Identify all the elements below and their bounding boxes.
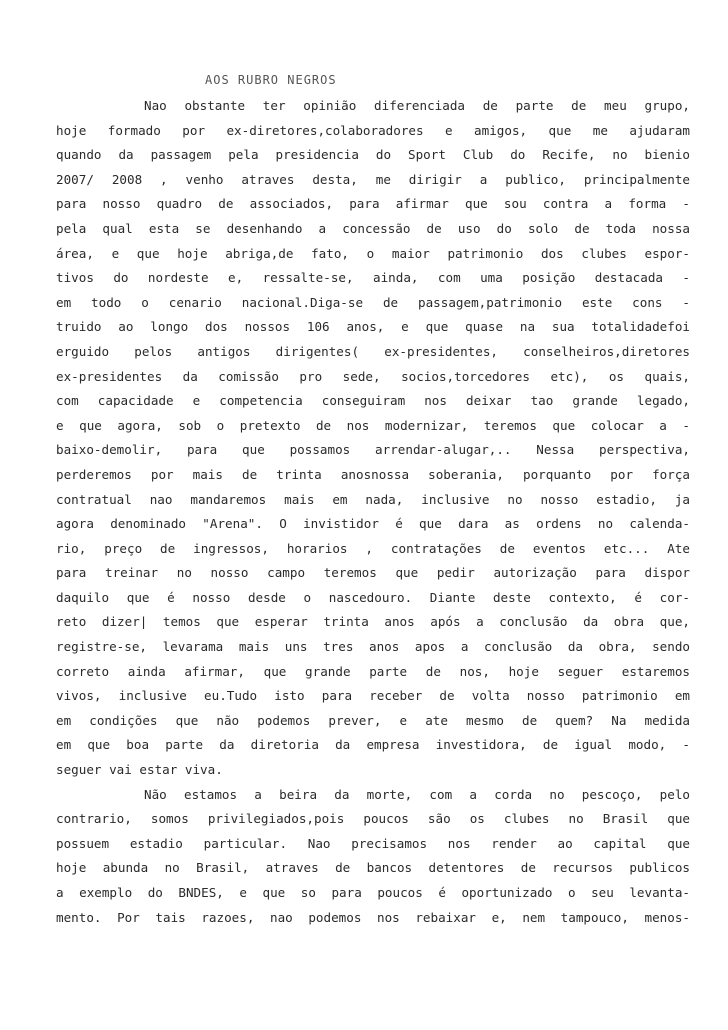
text-line: contrario, somos privilegiados,pois poucos são os clubes no Brasil que — [56, 811, 690, 827]
text-line: perderemos por mais de trinta anosnossa soberania, porquanto por força — [56, 466, 690, 482]
text-line: seguer vai estar viva. — [56, 762, 223, 778]
text-line: tivos do nordeste e, ressalte-se, ainda, com uma posição destacada - — [56, 270, 690, 286]
text-line: hoje abunda no Brasil, atraves de bancos detentores de recursos publicos — [56, 860, 690, 876]
text-line: mento. Por tais razoes, nao podemos nos rebaixar e, nem tampouco, menos- — [56, 909, 690, 925]
text-line: baixo-demolir, para que possamos arrendar-alugar,.. Nessa perspectiva, — [56, 442, 690, 458]
text-line: quando da passagem pela presidencia do Sport Club do Recife, no bienio — [56, 147, 690, 163]
text-line: correto ainda afirmar, que grande parte de nos, hoje seguer estaremos — [56, 663, 690, 679]
text-line: para treinar no nosso campo teremos que pedir autorização para dispor — [56, 565, 690, 581]
text-line: hoje formado por ex-diretores,colaboradores e amigos, que me ajudaram — [56, 122, 690, 138]
text-line: rio, preço de ingressos, horarios , contratações de eventos etc... Ate — [56, 540, 690, 556]
text-line: 2007/ 2008 , venho atraves desta, me dirigir a publico, principalmente — [56, 171, 690, 187]
text-line: a exemplo do BNDES, e que so para poucos é oportunizado o seu levanta- — [56, 885, 690, 900]
text-line: agora denominado "Arena". O invistidor é que dara as ordens no calenda- — [56, 516, 690, 532]
document-heading: AOS RUBRO NEGROS — [205, 73, 337, 87]
text-line: área, e que hoje abriga,de fato, o maior patrimonio dos clubes espor- — [56, 245, 690, 261]
text-line: Não estamos a beira da morte, com a corda no pescoço, pelo — [144, 786, 690, 802]
text-line: Nao obstante ter opinião diferenciada de parte de meu grupo, — [144, 98, 690, 113]
text-line: vivos, inclusive eu.Tudo isto para receber de volta nosso patrimonio em — [56, 688, 690, 704]
document-body — [56, 94, 690, 930]
text-line: e que agora, sob o pretexto de nos modernizar, teremos que colocar a - — [56, 417, 690, 433]
text-line: possuem estadio particular. Nao precisamos nos render ao capital que — [56, 835, 690, 851]
text-line: truido ao longo dos nossos 106 anos, e que quase na sua totalidadefoi — [56, 319, 690, 335]
text-line: reto dizer| temos que esperar trinta anos após a conclusão da obra que, — [56, 614, 690, 630]
text-line: para nosso quadro de associados, para afirmar que sou contra a forma - — [56, 196, 690, 212]
text-line: em condições que não podemos prever, e ate mesmo de quem? Na medida — [56, 712, 690, 728]
text-line: com capacidade e competencia conseguiram nos deixar tao grande legado, — [56, 393, 690, 409]
text-line: erguido pelos antigos dirigentes( ex-presidentes, conselheiros,diretores — [56, 343, 690, 359]
text-line: ex-presidentes da comissão pro sede, socios,torcedores etc), os quais, — [56, 368, 690, 384]
text-line: contratual nao mandaremos mais em nada, inclusive no nosso estadio, ja — [56, 491, 690, 507]
text-line: daquilo que é nosso desde o nascedouro. Diante deste contexto, é cor- — [56, 589, 690, 605]
text-line: em que boa parte da diretoria da empresa investidora, de igual modo, - — [56, 737, 690, 753]
text-line: em todo o cenario nacional.Diga-se de passagem,patrimonio este cons - — [56, 294, 690, 310]
text-line: registre-se, levarama mais uns tres anos apos a conclusão da obra, sendo — [56, 639, 690, 655]
text-line: pela qual esta se desenhando a concessão de uso do solo de toda nossa — [56, 220, 690, 236]
